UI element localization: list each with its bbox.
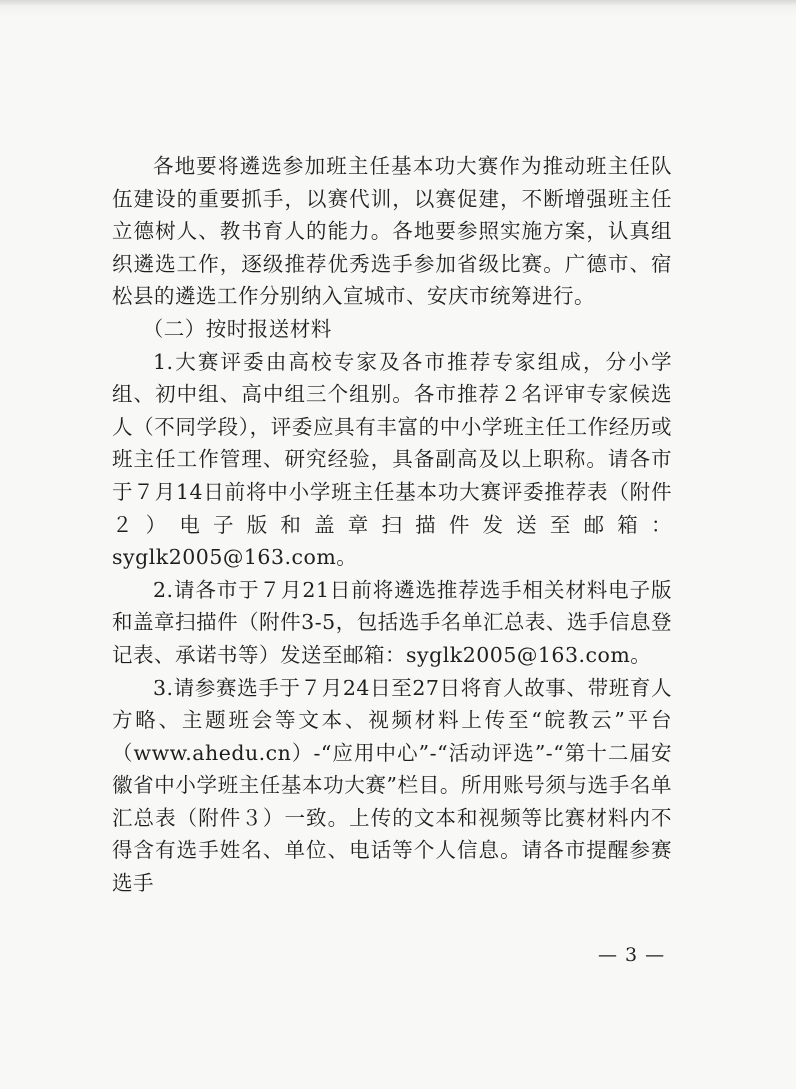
paragraph-item-1-judges: 1.大赛评委由高校专家及各市推荐专家组成，分小学组、初中组、高中组三个组别。各市推荐２名评审专家候选人（不同学段），评委应具有丰富的中小学班主任工作经历或班主任工作管理、研究经验，具备副高及以上职称。请各市于７月14日前将中小学班主任基本功大赛评委推荐表（附件２）电子版和盖章扫描件发送至邮箱：syglk2005@163.com。 xyxy=(112,349,672,570)
paragraph-item-2-materials: 2.请各市于７月21日前将遴选推荐选手相关材料电子版和盖章扫描件（附件3-5，包括选手名单汇总表、选手信息登记表、承诺书等）发送至邮箱：syglk2005@163.com。 xyxy=(112,577,672,667)
paragraph-selection-work: 各地要将遴选参加班主任基本功大赛作为推动班主任队伍建设的重要抓手，以赛代训，以赛促建，不断增强班主任立德树人、教书育人的能力。各地要参照实施方案，认真组织遴选工作，逐级推荐优秀选手参加省级比赛。广德市、宿松县的遴选工作分别纳入宣城市、安庆市统筹进行。 xyxy=(112,154,672,309)
section-heading-submit-materials: （二）按时报送材料 xyxy=(142,316,332,341)
scan-edge-shadow xyxy=(0,0,796,6)
page-number: — 3 — xyxy=(598,944,666,966)
paragraph-item-3-upload: 3.请参赛选手于７月24日至27日将育人故事、带班育人方略、主题班会等文本、视频材料上传至“皖教云”平台（www.ahedu.cn）-“应用中心”-“活动评选”-“第十二届安徽省中小学班主任基本功大赛”栏目。所用账号须与选手名单汇总表（附件３）一致。上传的文本和视频等比赛材料内不得含有选手姓名、单位、电话等个人信息。请各市提醒参赛选手 xyxy=(112,675,672,896)
document-body xyxy=(112,150,672,900)
